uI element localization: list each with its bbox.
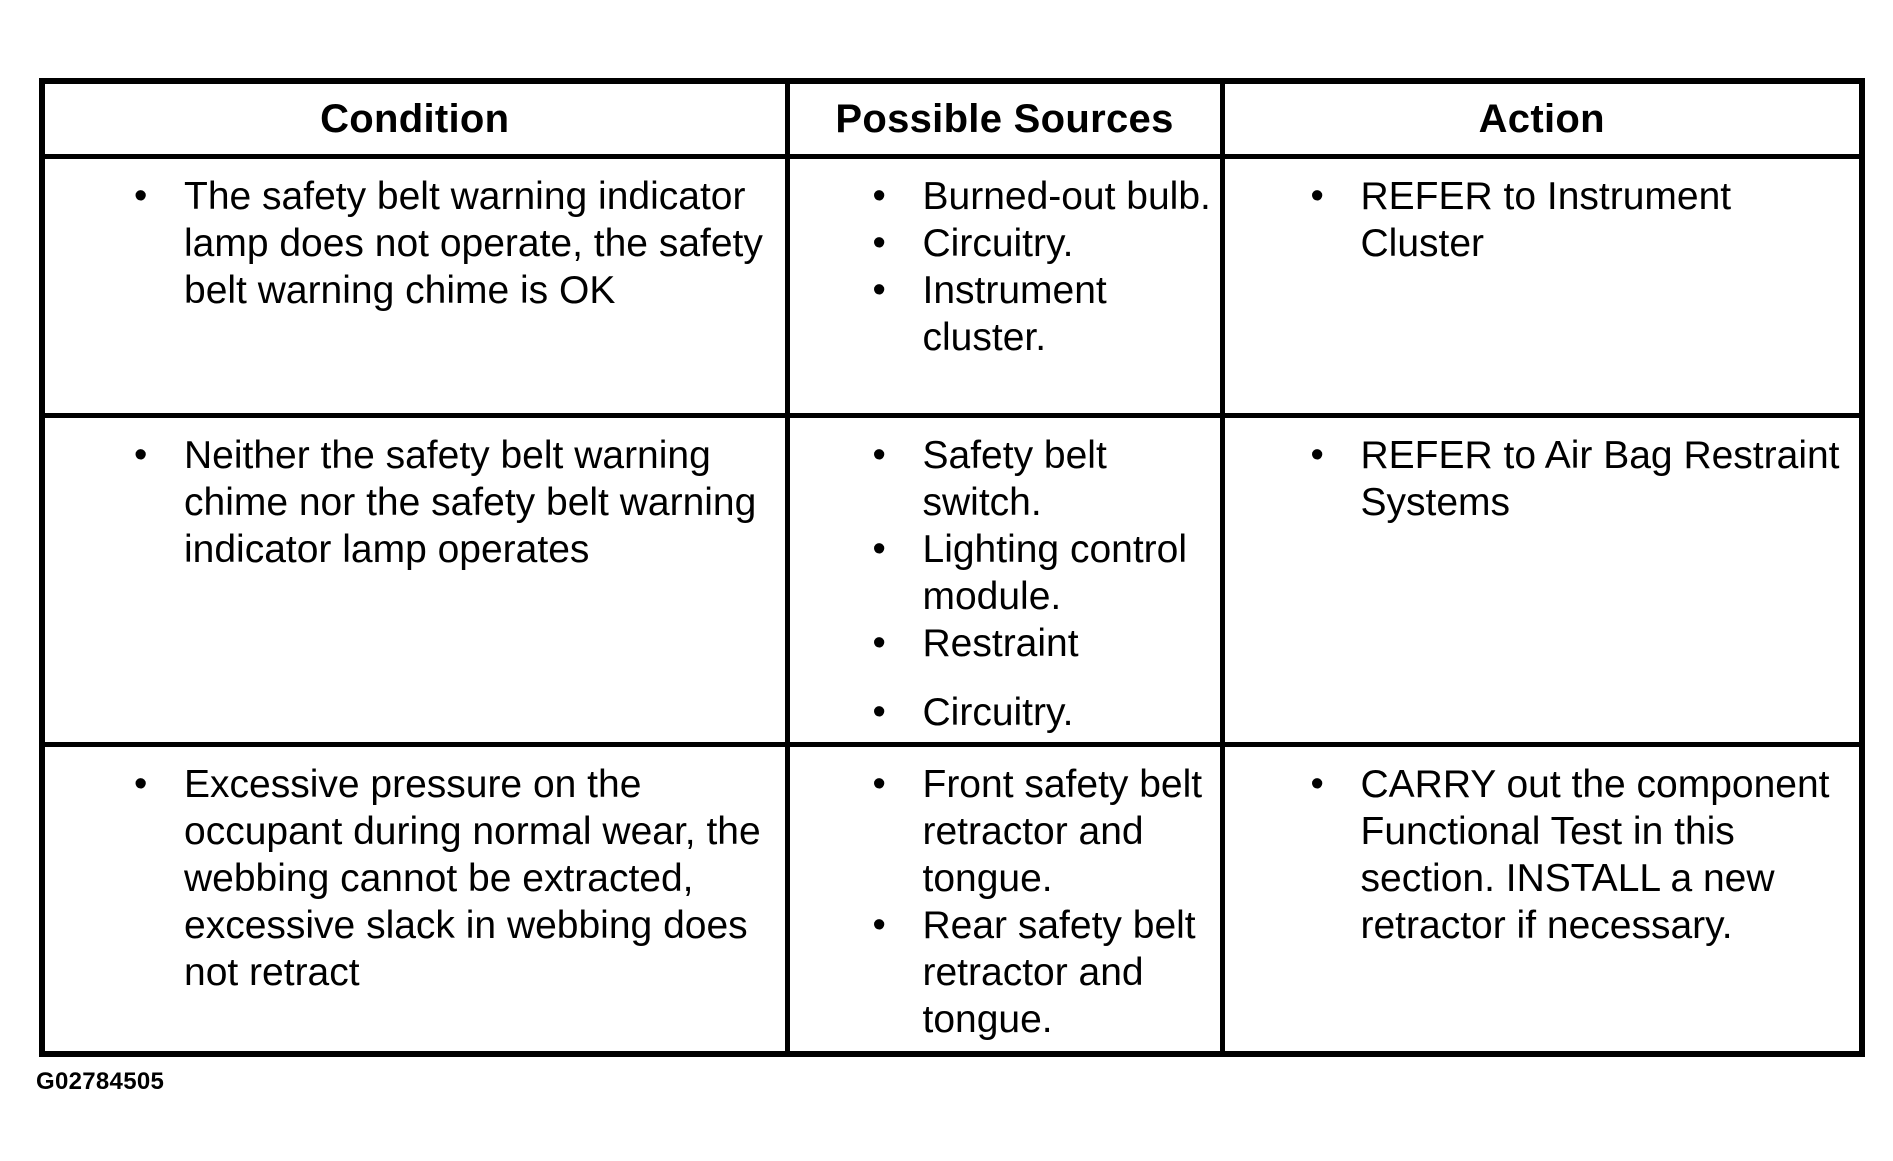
- sources-list: [790, 761, 1220, 1043]
- source-item: • Rear safety belt retractor and tongue.: [923, 902, 1216, 1043]
- action-item: • REFER to Instrument Cluster: [1361, 173, 1852, 267]
- action-item: • REFER to Air Bag Restraint Systems: [1361, 432, 1852, 526]
- condition-cell: [42, 157, 787, 416]
- action-cell: [1222, 157, 1862, 416]
- sources-list: [790, 173, 1220, 361]
- header-action: Action: [1222, 81, 1862, 157]
- table-row: [42, 416, 1862, 745]
- table-row: [42, 745, 1862, 1055]
- condition-item: • The safety belt warning indicator lamp does not operate, the safety belt warning chime is OK: [184, 173, 777, 314]
- source-item: • Circuitry.: [923, 220, 1216, 267]
- condition-list: [45, 173, 785, 314]
- sources-cell: [787, 157, 1222, 416]
- action-list: [1225, 761, 1860, 949]
- header-row: [42, 81, 1862, 157]
- header-possible-sources: Possible Sources: [787, 81, 1222, 157]
- condition-cell: [42, 745, 787, 1055]
- source-item: • Circuitry.: [923, 689, 1216, 736]
- diagnosis-table: [39, 78, 1865, 1057]
- condition-item: • Excessive pressure on the occupant during normal wear, the webbing cannot be extracted, excessive slack in webbing does not retract: [184, 761, 777, 996]
- source-item: • Front safety belt retractor and tongue.: [923, 761, 1216, 902]
- condition-list: [45, 432, 785, 573]
- source-item: • Burned-out bulb.: [923, 173, 1216, 220]
- action-cell: [1222, 416, 1862, 745]
- header-condition: Condition: [42, 81, 787, 157]
- source-item: • Lighting control module.: [923, 526, 1216, 620]
- source-item: • Safety belt switch.: [923, 432, 1216, 526]
- condition-list: [45, 761, 785, 996]
- condition-cell: [42, 416, 787, 745]
- action-list: [1225, 432, 1860, 526]
- action-cell: [1222, 745, 1862, 1055]
- sources-cell: [787, 745, 1222, 1055]
- sources-list: [790, 432, 1220, 736]
- figure-id: G02784505: [36, 1068, 165, 1095]
- source-item: • Restraint: [923, 620, 1216, 667]
- source-item: • Instrument cluster.: [923, 267, 1216, 361]
- action-list: [1225, 173, 1860, 267]
- condition-item: • Neither the safety belt warning chime nor the safety belt warning indicator lamp operates: [184, 432, 777, 573]
- sources-cell: [787, 416, 1222, 745]
- action-item: • CARRY out the component Functional Test in this section. INSTALL a new retractor if necessary.: [1361, 761, 1852, 949]
- table-row: [42, 157, 1862, 416]
